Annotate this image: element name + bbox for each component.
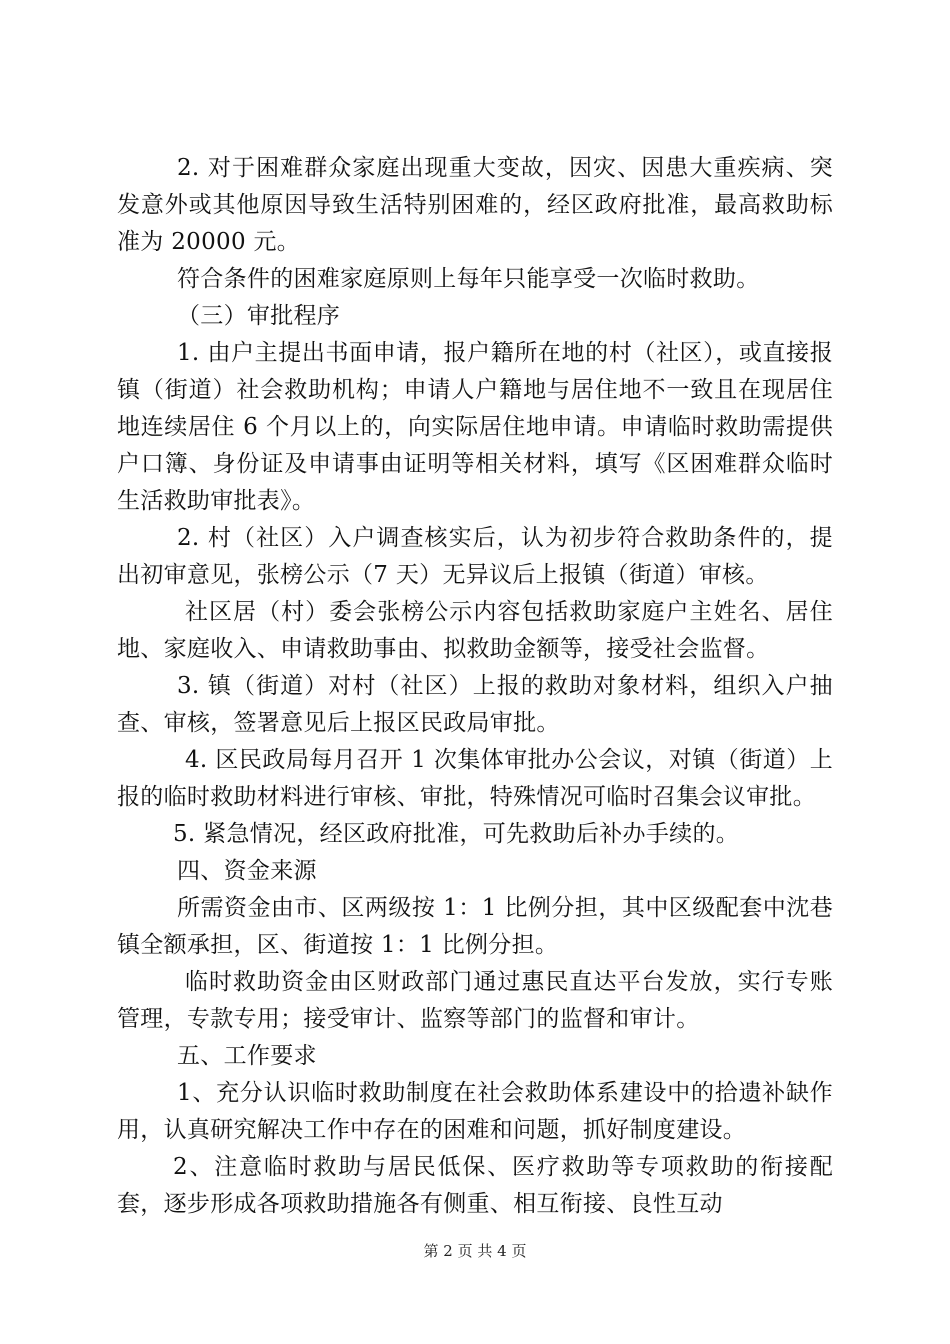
paragraph-procedure-4: 4. 区民政局每月召开 1 次集体审批办公会议，对镇（街道）上报的临时救助材料进行审核、审批，特殊情况可临时召集会议审批。: [117, 747, 833, 810]
paragraph-item2-standard: 2. 对于困难群众家庭出现重大变故，因灾、因患大重疾病、突发意外或其他原因导致生活特别困难的，经区政府批准，最高救助标准为 20000 元。: [117, 155, 833, 255]
page-footer: [0, 1240, 950, 1261]
paragraph-once-per-year: 符合条件的困难家庭原则上每年只能享受一次临时救助。: [177, 266, 760, 292]
paragraph-requirement-2: 2、注意临时救助与居民低保、医疗救助等专项救助的衔接配套，逐步形成各项救助措施各有侧重、相互衔接、良性互动: [117, 1154, 833, 1217]
paragraph-procedure-5: 5. 紧急情况，经区政府批准，可先救助后补办手续的。: [173, 821, 740, 847]
page-number-label: 第 2 页 共 4 页: [423, 1242, 527, 1260]
section-heading-approval-procedure: （三）审批程序: [177, 303, 341, 329]
paragraph-requirement-1: 1、充分认识临时救助制度在社会救助体系建设中的拾遗补缺作用，认真研究解决工作中存在的困难和问题，抓好制度建设。: [117, 1080, 833, 1143]
paragraph-funding-management: 临时救助资金由区财政部门通过惠民直达平台发放，实行专账管理，专款专用；接受审计、监察等部门的监督和审计。: [117, 969, 833, 1032]
paragraph-procedure-2: 2. 村（社区）入户调查核实后，认为初步符合救助条件的，提出初审意见，张榜公示（7 天）无异议后上报镇（街道）审核。: [117, 525, 833, 588]
paragraph-procedure-3: 3. 镇（街道）对村（社区）上报的救助对象材料，组织入户抽查、审核，签署意见后上报区民政局审批。: [117, 673, 833, 736]
document-body: [117, 150, 833, 1223]
paragraph-public-notice: 社区居（村）委会张榜公示内容包括救助家庭户主姓名、居住地、家庭收入、申请救助事由、拟救助金额等，接受社会监督。: [117, 599, 833, 662]
paragraph-procedure-1: 1. 由户主提出书面申请，报户籍所在地的村（社区），或直接报镇（街道）社会救助机构；申请人户籍地与居住地不一致且在现居住地连续居住 6 个月以上的，向实际居住地申请。申请临时救助需提供户口簿、身份证及申请事由证明等相关材料，填写《区困难群众临时生活救助审批表》。: [117, 340, 833, 514]
paragraph-funding-split: 所需资金由市、区两级按 1：1 比例分担，其中区级配套中沈巷镇全额承担，区、街道按 1：1 比例分担。: [117, 895, 833, 958]
section-heading-funding-source: 四、资金来源: [177, 858, 317, 884]
section-heading-work-requirements: 五、工作要求: [177, 1043, 317, 1069]
